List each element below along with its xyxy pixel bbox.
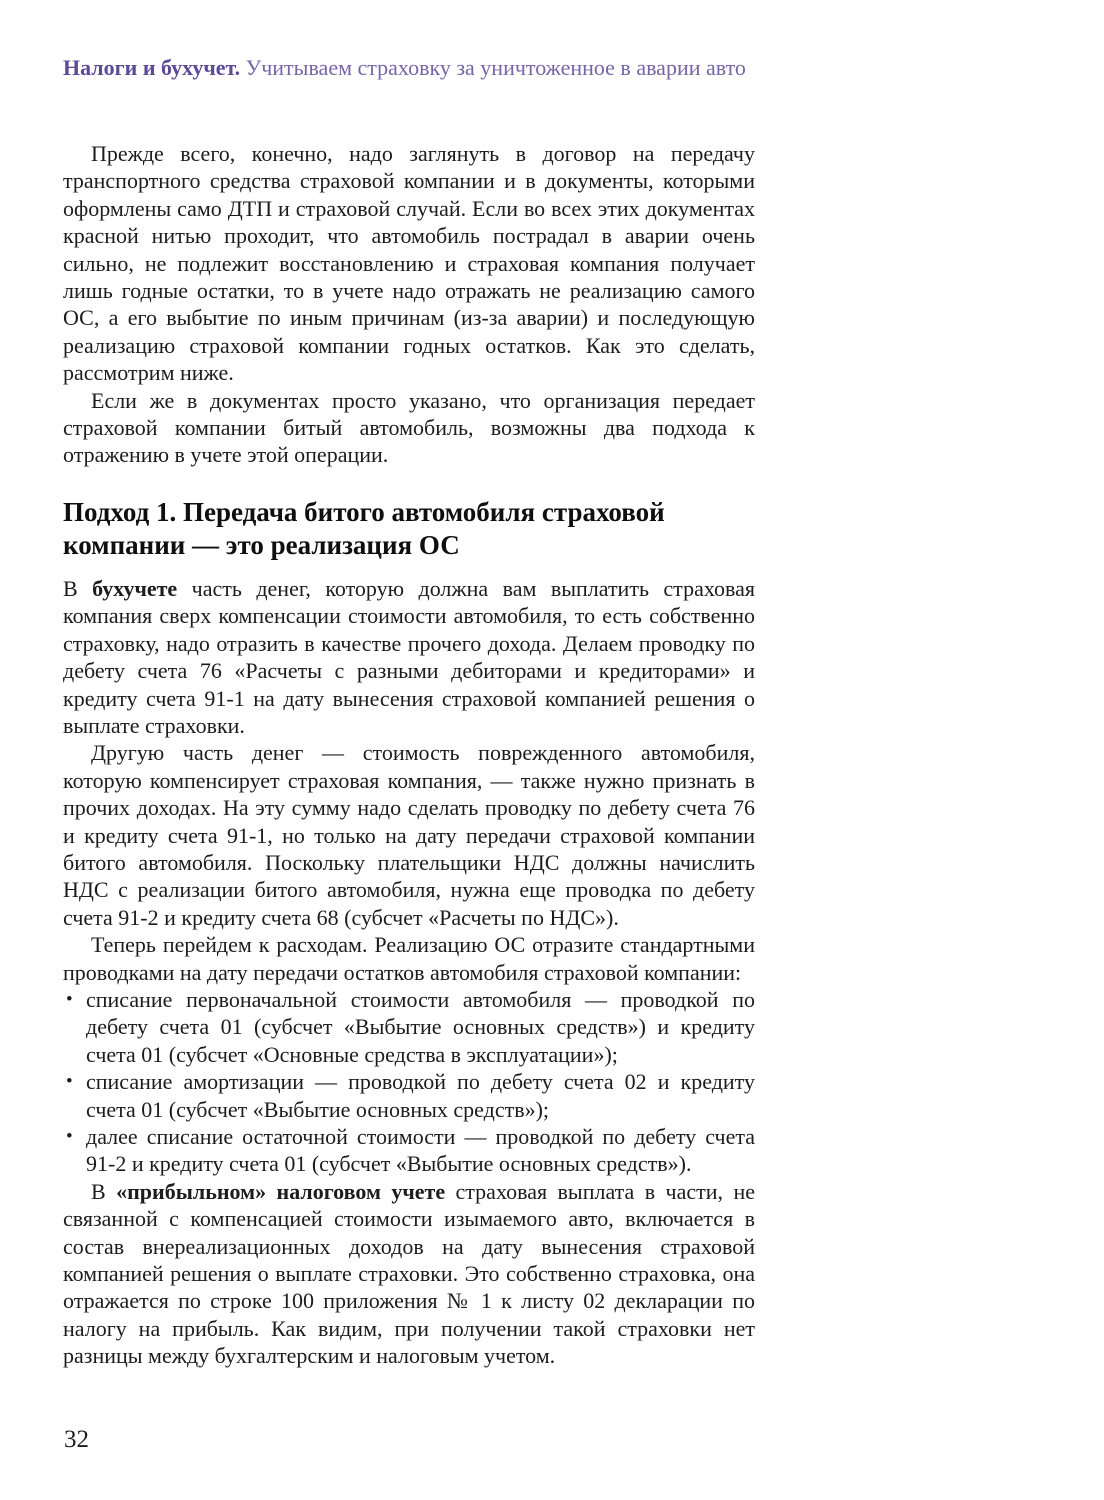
section-heading-approach-1: Подход 1. Передача битого автомобиля страховой компании — это реализация ОС <box>63 496 665 560</box>
paragraph-1: Прежде всего, конечно, надо заглянуть в договор на передачу транспортного средства страховой компании и в документы, которыми оформлены само ДТП и страховой случай. Если во всех этих документах красной нитью проходит, что автомобиль пострадал в аварии очень сильно, не подлежит восстановлению и страховая компания получает лишь годные остатки, то в учете надо отражать не реализацию самого ОС, а его выбытие по иным причинам (из-за аварии) и последующую реализацию страховой компании годных остатков. Как это сделать, рассмотрим ниже. <box>63 141 755 386</box>
paragraph-6-bold-term: «прибыльном» налоговом учете <box>116 1178 446 1204</box>
running-header <box>63 55 1043 81</box>
bullet-item: • списание амортизации — проводкой по дебету счета 02 и кредиту счета 01 (субсчет «Выбытие основных средств»); <box>63 1068 755 1123</box>
paragraph-2: Если же в документах просто указано, что организация передает страховой компании битый автомобиль, возможны два подхода к отражению в учете этой операции. <box>63 387 755 468</box>
paragraph-3-bold-term: бухучете <box>92 575 178 601</box>
article-running-title: Учитываем страховку за уничтоженное в аварии авто <box>240 55 746 80</box>
paragraph-6-pre: В <box>91 1178 117 1204</box>
rubric-label: Налоги и бухучет. <box>63 55 241 80</box>
paragraph-6 <box>63 1178 755 1370</box>
paragraph-5: Теперь перейдем к расходам. Реализацию ОС отразите стандартными проводками на дату передачи остатков автомобиля страховой компании: <box>63 932 755 985</box>
paragraph-4: Другую часть денег — стоимость поврежденного автомобиля, которую компенсирует страховая компания, — также нужно признать в прочих доходах. На эту сумму надо сделать проводку по дебету счета 76 и кредиту счета 91-1, но только на дату передачи страховой компании битого автомобиля. Поскольку плательщики НДС должны начислить НДС с реализации битого автомобиля, нужна еще проводка по дебету счета 91-2 и кредиту счета 68 (субсчет «Расчеты по НДС»). <box>63 740 755 930</box>
bullet-item: • далее списание остаточной стоимости — проводкой по дебету счета 91-2 и кредиту счета 01 (субсчет «Выбытие основных средств»). <box>63 1123 755 1178</box>
paragraph-3 <box>63 575 755 739</box>
postings-bullet-list <box>63 986 755 1178</box>
paragraph-3-pre: В <box>63 575 93 601</box>
article-body <box>63 140 755 1370</box>
bullet-item: • списание первоначальной стоимости автомобиля — проводкой по дебету счета 01 (субсчет «Выбытие основных средств») и кредиту счета 01 (субсчет «Основные средства в эксплуатации»); <box>63 986 755 1068</box>
paragraph-3-rest: часть денег, которую должна вам выплатить страховая компания сверх компенсации стоимости автомобиля, то есть собственно страховку, надо отразить в качестве прочего дохода. Делаем проводку по дебету счета 76 «Расчеты с разными дебиторами и кредиторами» и кредиту счета 91-1 на дату вынесения страховой компанией решения о выплате страховки. <box>63 575 755 738</box>
paragraph-6-rest: страховая выплата в части, не связанной с компенсацией стоимости изымаемого авто, включается в состав внереализационных доходов на дату вынесения страховой компанией решения о выплате страховки. Это собственно страховка, она отражается по строке 100 приложения № 1 к листу 02 декларации по налогу на прибыль. Как видим, при получении такой страховки нет разницы между бухгалтерским и налоговым учетом. <box>63 1178 755 1369</box>
page-number: 32 <box>64 1426 89 1453</box>
